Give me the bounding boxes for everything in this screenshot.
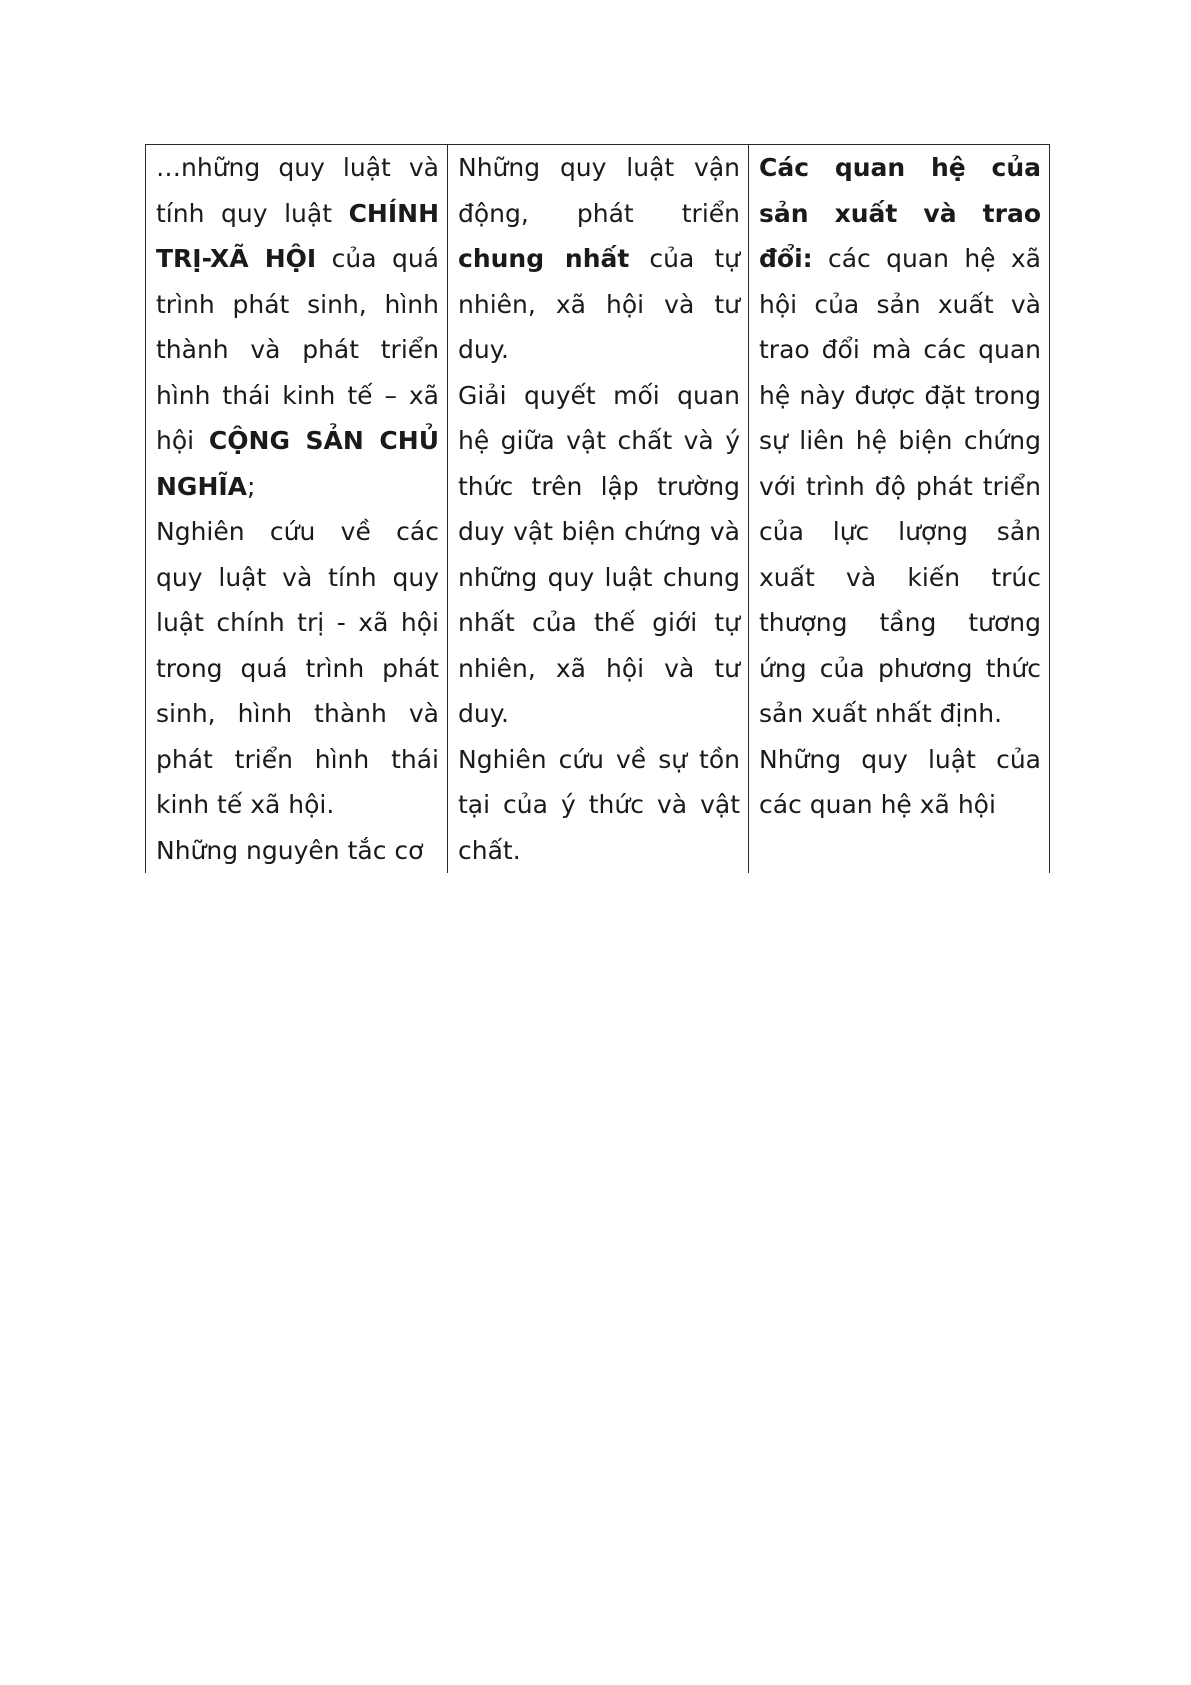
paragraph — [759, 737, 1041, 828]
text-run: Những nguyên tắc cơ — [156, 835, 424, 865]
text-run: Những quy luật vận động, phát triển — [458, 153, 740, 228]
text-run: của tự nhiên, xã hội và tư duy. — [458, 244, 741, 364]
paragraph — [458, 145, 740, 373]
paragraph — [156, 145, 439, 509]
paragraph — [759, 145, 1041, 737]
text-run: Những quy luật của các quan hệ xã hội — [759, 744, 1041, 819]
table-row — [146, 145, 1050, 874]
text-run-bold: CỘNG SẢN CHỦ NGHĨA — [156, 426, 439, 501]
paragraph — [156, 828, 439, 874]
text-run: ; — [247, 471, 256, 501]
text-run: Nghiên cứu về sự tồn tại của ý thức và vật chất. — [458, 744, 740, 865]
table-cell-column-3 — [749, 145, 1050, 874]
text-run: Giải quyết mối quan hệ giữa vật chất và ý thức trên lập trường duy vật biện chứng và những quy luật chung nhất của thế giới tự nhiên, xã hội và tư duy. — [458, 380, 740, 728]
text-run: Nghiên cứu về các quy luật và tính quy luật chính trị - xã hội trong quá trình phát sinh, hình thành và phát triển hình thái kinh tế xã hội. — [156, 517, 439, 819]
text-run: …những quy luật và tính quy luật — [156, 153, 439, 228]
text-run: các quan hệ xã hội của sản xuất và trao đổi mà các quan hệ này được đặt trong sự liên hệ biện chứng với trình độ phát triển của lực lượng sản xuất và kiến trúc thượng tầng tương ứng của phương thức sản xuất nhất định. — [759, 244, 1041, 728]
table-cell-column-2 — [448, 145, 749, 874]
paragraph — [458, 737, 740, 874]
paragraph — [458, 373, 740, 737]
paragraph — [156, 509, 439, 828]
text-run-bold: Các quan hệ của sản xuất và trao đổi: — [759, 153, 1041, 273]
text-run: của quá trình phát sinh, hình thành và phát triển hình thái kinh tế – xã hội — [156, 244, 439, 455]
text-run-bold: chung nhất — [458, 244, 630, 273]
table-cell-column-1 — [146, 145, 448, 874]
text-run-bold: CHÍNH TRỊ-XÃ HỘI — [156, 198, 439, 273]
comparison-table — [145, 144, 1050, 873]
